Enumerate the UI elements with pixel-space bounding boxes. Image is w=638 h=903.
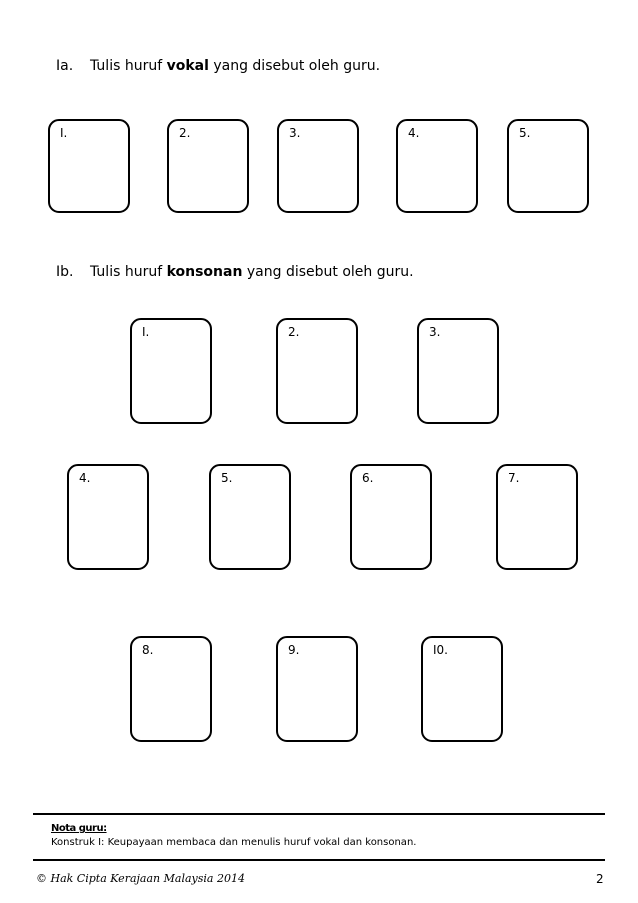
teacher-note-title: Nota guru: — [51, 823, 107, 834]
answer-box-number: 9. — [288, 643, 300, 657]
answer-box-1b-3[interactable] — [417, 318, 499, 424]
answer-box-1b-6[interactable] — [350, 464, 432, 570]
answer-box-1b-5[interactable] — [209, 464, 291, 570]
answer-box-1b-9[interactable] — [276, 636, 358, 742]
answer-box-1b-7[interactable] — [496, 464, 578, 570]
answer-box-number: 5. — [519, 126, 531, 140]
answer-box-number: I. — [142, 325, 150, 339]
answer-box-1b-10[interactable] — [421, 636, 503, 742]
answer-box-1a-4[interactable] — [396, 119, 478, 213]
answer-box-number: 2. — [179, 126, 191, 140]
question-1a-number: Ia. — [56, 58, 74, 74]
question-1b-number: Ib. — [56, 264, 74, 280]
page-number: 2 — [596, 872, 604, 886]
answer-box-number: 3. — [429, 325, 441, 339]
answer-box-number: 2. — [288, 325, 300, 339]
question-1a-text — [90, 58, 380, 74]
answer-box-1b-8[interactable] — [130, 636, 212, 742]
answer-box-1b-1[interactable] — [130, 318, 212, 424]
answer-box-number: 4. — [408, 126, 420, 140]
question-1b-text — [90, 264, 414, 280]
answer-box-number: 3. — [289, 126, 301, 140]
question-1b-keyword: konsonan — [166, 264, 243, 280]
question-1a-text-start: Tulis huruf — [90, 58, 167, 74]
teacher-note-text: Konstruk I: Keupayaan membaca dan menulis huruf vokal dan konsonan. — [51, 837, 417, 848]
teacher-note — [33, 813, 605, 861]
question-1a-keyword: vokal — [166, 58, 209, 74]
answer-box-1b-2[interactable] — [276, 318, 358, 424]
answer-box-1a-3[interactable] — [277, 119, 359, 213]
answer-box-number: 8. — [142, 643, 154, 657]
question-1a-text-end: yang disebut oleh guru. — [208, 58, 381, 74]
answer-box-number: 5. — [221, 471, 233, 485]
copyright-notice: © Hak Cipta Kerajaan Malaysia 2014 — [36, 872, 245, 885]
answer-box-number: I0. — [433, 643, 448, 657]
answer-box-1a-2[interactable] — [167, 119, 249, 213]
answer-box-number: 4. — [79, 471, 91, 485]
answer-box-number: 6. — [362, 471, 374, 485]
question-1b-text-start: Tulis huruf — [90, 264, 167, 280]
question-1b-text-end: yang disebut oleh guru. — [242, 264, 414, 280]
answer-box-1a-1[interactable] — [48, 119, 130, 213]
answer-box-number: I. — [60, 126, 68, 140]
answer-box-1a-5[interactable] — [507, 119, 589, 213]
answer-box-number: 7. — [508, 471, 520, 485]
answer-box-1b-4[interactable] — [67, 464, 149, 570]
